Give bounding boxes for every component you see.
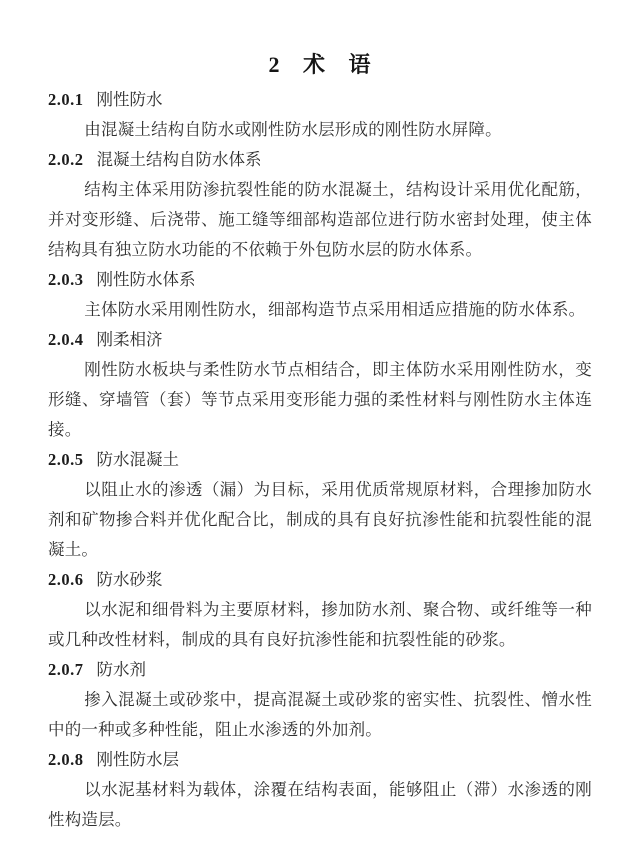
term-title: 防水砂浆 — [96, 570, 163, 589]
term-number: 2.0.7 — [48, 660, 84, 679]
term-heading — [48, 445, 592, 475]
term-heading — [48, 265, 592, 295]
term-definition: 以水泥基材料为载体，涂覆在结构表面，能够阻止（滞）水渗透的刚性构造层。 — [48, 780, 592, 829]
term-section — [48, 145, 592, 265]
term-definition: 由混凝土结构自防水或刚性防水层形成的刚性防水屏障。 — [84, 120, 502, 139]
term-definition: 以水泥和细骨料为主要原材料，掺加防水剂、聚合物、或纤维等一种或几种改性材料，制成的具有良好抗渗性能和抗裂性能的砂浆。 — [48, 600, 592, 649]
term-number: 2.0.1 — [48, 90, 84, 109]
term-section — [48, 655, 592, 745]
term-number: 2.0.2 — [48, 150, 84, 169]
term-title: 刚性防水 — [96, 90, 163, 109]
term-number: 2.0.3 — [48, 270, 84, 289]
term-section — [48, 265, 592, 325]
term-heading — [48, 85, 592, 115]
chapter-title: 2 术 语 — [268, 52, 372, 77]
term-title: 混凝土结构自防水体系 — [96, 150, 262, 169]
term-section — [48, 85, 592, 145]
term-definition: 刚性防水板块与柔性防水节点相结合，即主体防水采用刚性防水，变形缝、穿墙管（套）等节点采用变形能力强的柔性材料与刚性防水主体连接。 — [48, 360, 592, 439]
term-definition: 掺入混凝土或砂浆中，提高混凝土或砂浆的密实性、抗裂性、憎水性中的一种或多种性能，阻止水渗透的外加剂。 — [48, 690, 592, 739]
term-number: 2.0.4 — [48, 330, 84, 349]
term-section — [48, 745, 592, 835]
term-number: 2.0.8 — [48, 750, 84, 769]
document-page — [0, 50, 640, 845]
term-title: 刚性防水层 — [96, 750, 179, 769]
term-definition: 结构主体采用防渗抗裂性能的防水混凝土，结构设计采用优化配筋，并对变形缝、后浇带、施工缝等细部构造部位进行防水密封处理，使主体结构具有独立防水功能的不依赖于外包防水层的防水体系。 — [48, 180, 592, 259]
term-title: 刚柔相济 — [96, 330, 163, 349]
term-definition: 以阻止水的渗透（漏）为目标，采用优质常规原材料，合理掺加防水剂和矿物掺合料并优化配合比，制成的具有良好抗渗性能和抗裂性能的混凝土。 — [48, 480, 592, 559]
terminology-sections — [48, 85, 592, 835]
term-definition: 主体防水采用刚性防水，细部构造节点采用相适应措施的防水体系。 — [84, 300, 586, 319]
term-heading — [48, 565, 592, 595]
term-section — [48, 565, 592, 655]
term-heading — [48, 145, 592, 175]
term-title: 刚性防水体系 — [96, 270, 196, 289]
term-title: 防水剂 — [96, 660, 146, 679]
term-section — [48, 445, 592, 565]
term-section — [48, 325, 592, 445]
term-heading — [48, 655, 592, 685]
term-title: 防水混凝土 — [96, 450, 179, 469]
term-number: 2.0.5 — [48, 450, 84, 469]
term-heading — [48, 325, 592, 355]
term-number: 2.0.6 — [48, 570, 84, 589]
term-heading — [48, 745, 592, 775]
